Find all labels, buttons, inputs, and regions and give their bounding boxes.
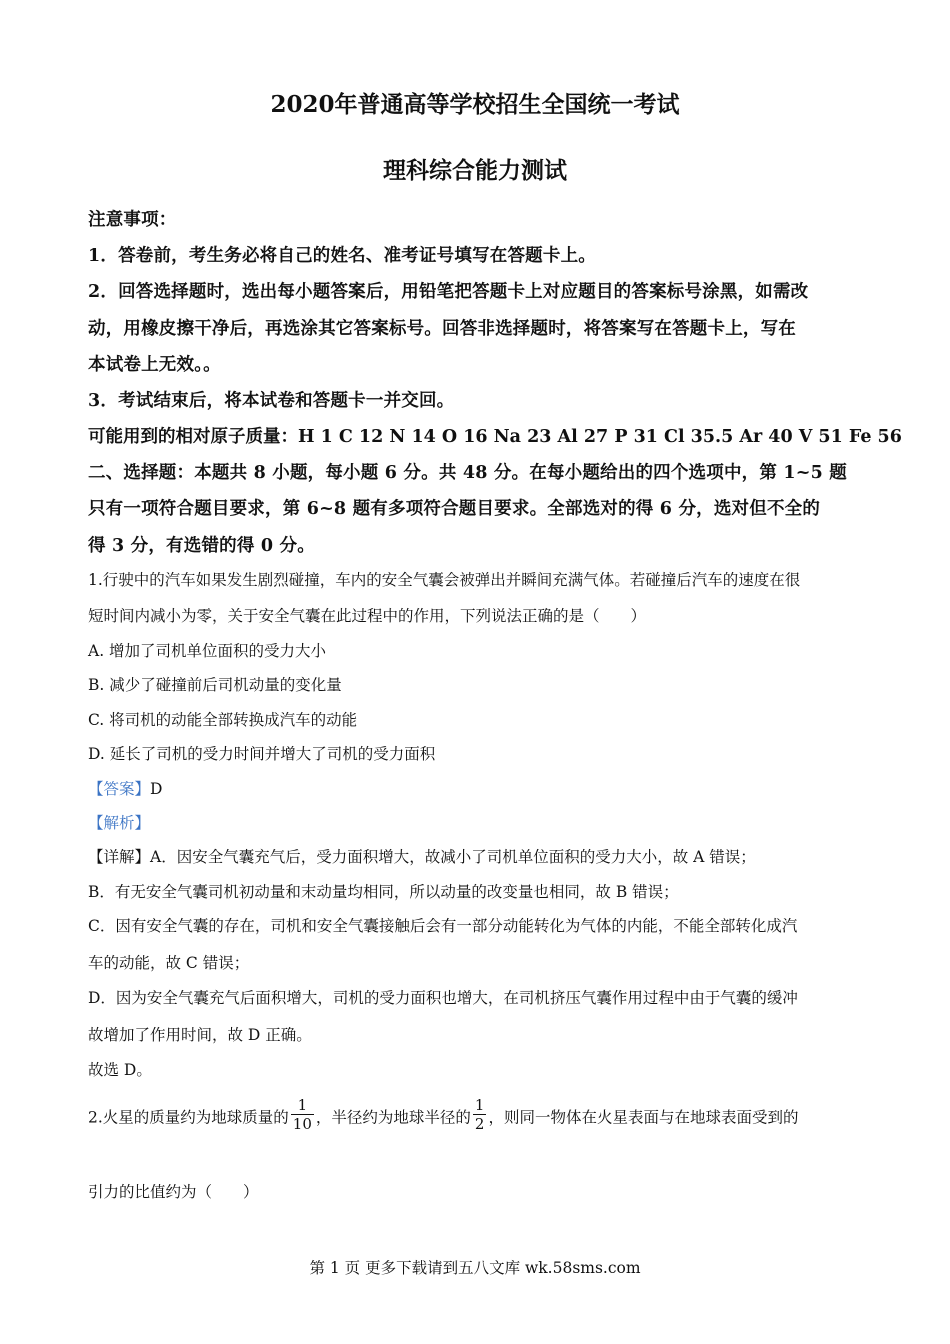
fraction-denominator: 2	[474, 1115, 485, 1133]
q2-stem-line-2: 引力的比值约为（ ）	[88, 1183, 259, 1201]
q2-stem-line-1	[88, 1096, 799, 1137]
q2-text-part-1: 2.火星的质量约为地球质量的	[88, 1108, 289, 1127]
q1-option-b: B. 减少了碰撞前后司机动量的变化量	[88, 676, 342, 694]
fraction-one-half	[473, 1096, 487, 1133]
q1-conclusion: 故选 D。	[88, 1061, 152, 1079]
q1-answer	[88, 777, 162, 799]
fraction-denominator: 10	[292, 1115, 312, 1133]
analysis-tag: 【解析】	[88, 814, 151, 832]
q2-text-part-2: ，半径约为地球半径的	[315, 1108, 471, 1127]
notice-item-1: 1．答卷前，考生务必将自己的姓名、准考证号填写在答题卡上。	[88, 246, 596, 266]
answer-value: D	[150, 780, 163, 798]
q1-detail-b: B．有无安全气囊司机初动量和末动量均相同，所以动量的改变量也相同，故 B 错误；	[88, 883, 679, 901]
notice-item-2-line-3: 本试卷上无效。。	[88, 355, 221, 375]
q1-stem-line-2: 短时间内减小为零，关于安全气囊在此过程中的作用，下列说法正确的是（ ）	[88, 607, 647, 625]
q1-stem-line-1: 1.行驶中的汽车如果发生剧烈碰撞，车内的安全气囊会被弹出并瞬间充满气体。若碰撞后汽车的速度在很	[88, 571, 801, 589]
fraction-one-tenth	[291, 1096, 314, 1133]
atomic-masses: 可能用到的相对原子质量：H 1 C 12 N 14 O 16 Na 23 Al 27 P 31 Cl 35.5 Ar 40 V 51 Fe 56	[88, 427, 902, 447]
notice-item-2-line-1: 2．回答选择题时，选出每小题答案后，用铅笔把答题卡上对应题目的答案标号涂黑，如需改	[88, 282, 809, 302]
exam-subtitle: 理科综合能力测试	[383, 157, 567, 184]
section-instructions-line-3: 得 3 分，有选错的得 0 分。	[88, 536, 315, 556]
fraction-numerator: 1	[474, 1096, 485, 1114]
detail-a-text: A．因安全气囊充气后，受力面积增大，故减小了司机单位面积的受力大小，故 A 错误；	[150, 848, 756, 866]
exam-title: 2020年普通高等学校招生全国统一考试	[270, 91, 680, 118]
q1-option-d: D. 延长了司机的受力时间并增大了司机的受力面积	[88, 745, 436, 763]
section-instructions-line-1: 二、选择题：本题共 8 小题，每小题 6 分。共 48 分。在每小题给出的四个选项中，第 1~5 题	[88, 463, 847, 483]
detail-tag: 【详解】	[88, 848, 151, 866]
notice-heading: 注意事项：	[88, 210, 177, 230]
q2-text-part-3: ，则同一物体在火星表面与在地球表面受到的	[488, 1108, 799, 1127]
notice-item-2-line-2: 动，用橡皮擦干净后，再选涂其它答案标号。回答非选择题时，将答案写在答题卡上，写在	[88, 319, 796, 339]
notice-item-3: 3．考试结束后，将本试卷和答题卡一并交回。	[88, 391, 455, 411]
q1-detail-c-line-2: 车的动能，故 C 错误；	[88, 954, 250, 972]
q1-option-a: A. 增加了司机单位面积的受力大小	[88, 642, 327, 660]
fraction-numerator: 1	[291, 1096, 314, 1115]
answer-tag: 【答案】	[88, 780, 151, 798]
q1-detail-d-line-2: 故增加了作用时间，故 D 正确。	[88, 1026, 312, 1044]
section-instructions-line-2: 只有一项符合题目要求，第 6~8 题有多项符合题目要求。全部选对的得 6 分，选对但不全的	[88, 499, 821, 519]
q1-detail-c-line-1: C．因有安全气囊的存在，司机和安全气囊接触后会有一部分动能转化为气体的内能，不能全部转化成汽	[88, 917, 798, 935]
q1-detail-d-line-1: D．因为安全气囊充气后面积增大，司机的受力面积也增大，在司机挤压气囊作用过程中由于气囊的缓冲	[88, 989, 798, 1007]
q1-detail-a	[88, 845, 756, 867]
q1-option-c: C. 将司机的动能全部转换成汽车的动能	[88, 711, 358, 729]
page-footer: 第 1 页 更多下载请到五八文库 wk.58sms.com	[309, 1259, 641, 1277]
